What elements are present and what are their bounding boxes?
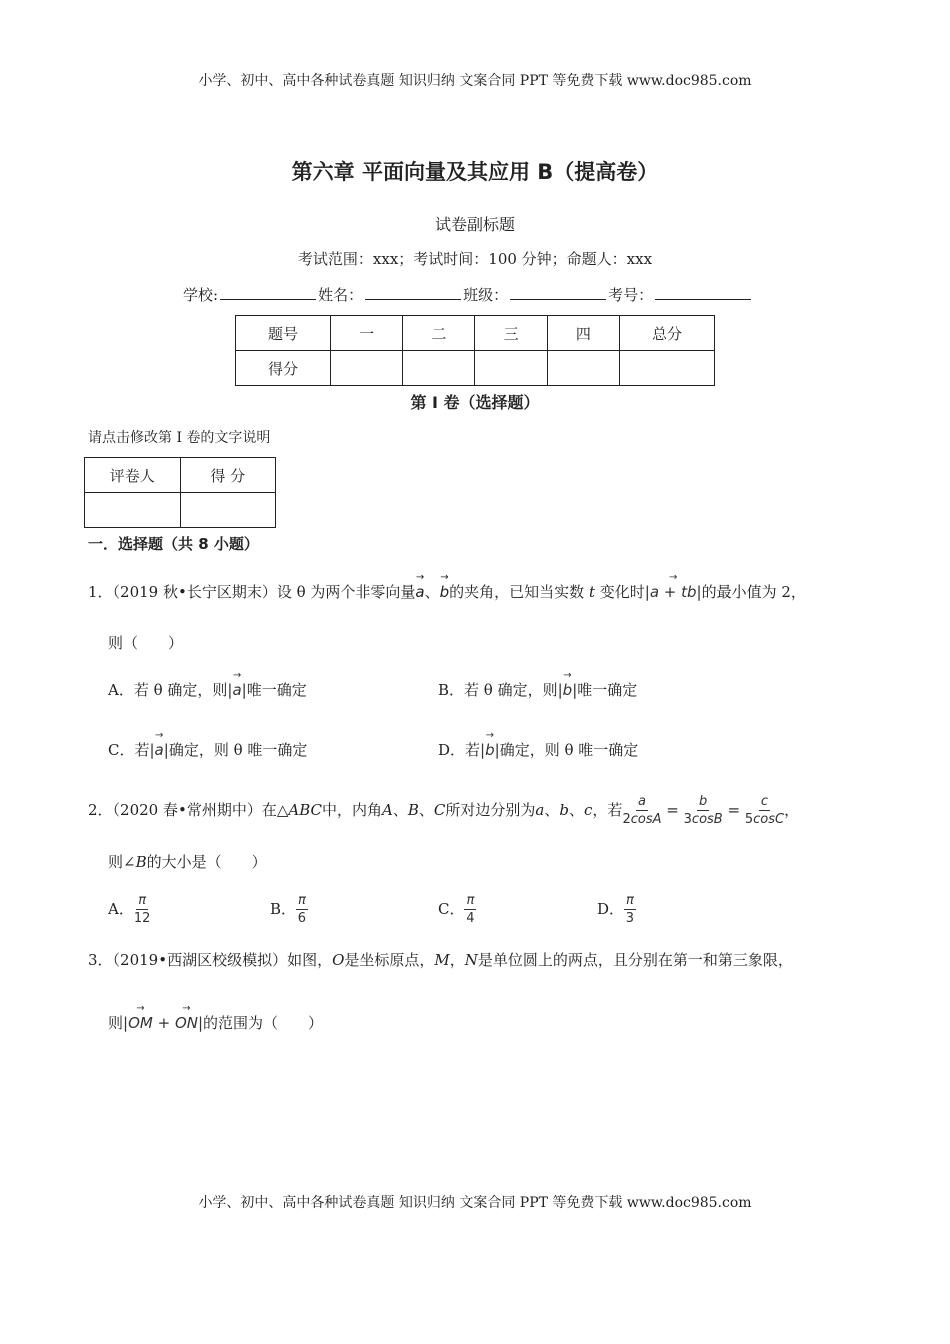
vector-b: → b (563, 681, 573, 699)
fraction-denominator: 12 (133, 911, 151, 926)
vector-on: → ON (175, 1014, 198, 1032)
angle-c: C (433, 801, 446, 819)
norm-b: |→ b| (558, 681, 578, 699)
q3-text: （2019•西湖区校级模拟）如图， (112, 951, 333, 969)
option-text: 唯一确定 (246, 681, 307, 699)
vector-b: → b (485, 741, 495, 759)
question-number: 3． (88, 951, 113, 969)
q2-option-a[interactable] (108, 889, 150, 929)
exam-info: 考试范围：xxx；考试时间：100 分钟；命题人：xxx (297, 250, 653, 268)
norm-b: |→ b| (480, 741, 500, 759)
score-header-cell: 一 (330, 316, 402, 351)
vector-a: → a (155, 741, 164, 759)
norm-om-on: |→ OM + → ON| (123, 1014, 203, 1032)
fraction-numerator: π (624, 894, 636, 910)
fraction-denominator (745, 811, 784, 827)
score-header-cell: 总分 (619, 316, 714, 351)
vector-expr: → a + tb (650, 583, 697, 601)
vector-b: → b (440, 583, 450, 601)
question-3-stem (88, 949, 793, 970)
den-term: cosC (753, 812, 785, 827)
fraction-c (745, 795, 784, 828)
side-b: b (559, 801, 569, 819)
q3-text: 则 (108, 1014, 124, 1032)
option-label: C． (438, 900, 465, 918)
q3-text: 是单位圆上的两点，且分别在第一和第三象限， (477, 951, 793, 969)
q1-text: 的最小值为 2， (701, 583, 806, 601)
den-coef: 5 (744, 812, 754, 827)
option-label: D． (597, 900, 625, 918)
q2-sep: 、 (418, 801, 434, 819)
equals-sign: = (727, 801, 741, 819)
option-text: 唯一确定 (577, 681, 638, 699)
q2-text: （2020 春•常州期中）在△ (112, 801, 289, 819)
fraction-numerator: a (636, 795, 648, 811)
den-term: cosB (691, 812, 723, 827)
option-fraction (464, 894, 476, 927)
student-fields (183, 284, 753, 305)
fraction-a (622, 795, 661, 828)
page-title: 第六章 平面向量及其应用 B（提高卷） (291, 160, 659, 184)
question-number: 2． (88, 801, 113, 819)
q2-stem-continued (108, 851, 267, 872)
fraction-denominator: 6 (297, 911, 307, 926)
angle-b: B (135, 853, 147, 871)
number-label: 考号： (608, 286, 654, 304)
question-1-stem (88, 581, 806, 602)
option-text: 确定，则 θ 唯一确定 (499, 741, 639, 759)
subtitle: 试卷副标题 (434, 215, 515, 234)
grader-cell[interactable] (85, 493, 181, 528)
q1-option-c[interactable] (108, 739, 307, 760)
point-o: O (332, 951, 345, 969)
score-row-label: 得分 (236, 351, 331, 386)
score-header-cell: 三 (475, 316, 547, 351)
grader-score-label: 得 分 (180, 458, 276, 493)
option-text: D．若 (438, 741, 481, 759)
q2-text: ，若 (592, 801, 623, 819)
score-header-cell: 二 (403, 316, 475, 351)
q3-comma: ， (449, 951, 465, 969)
name-label: 姓名： (318, 286, 364, 304)
vector-a: → a (415, 583, 424, 601)
norm-a: |→ a| (227, 681, 246, 699)
score-cell[interactable] (330, 351, 402, 386)
option-fraction (296, 894, 308, 927)
score-header-cell: 四 (547, 316, 619, 351)
triangle-abc: ABC (288, 801, 322, 819)
school-blank[interactable] (220, 285, 316, 300)
vector-om: → OM (128, 1014, 153, 1032)
q2-option-b[interactable] (270, 889, 308, 929)
q1-option-b[interactable] (438, 679, 637, 700)
option-fraction (624, 894, 636, 927)
q2-text: 中，内角 (322, 801, 383, 819)
question-number: 1． (88, 583, 113, 601)
den-coef: 2 (622, 812, 631, 827)
option-text: B．若 θ 确定，则 (438, 681, 558, 699)
q1-text: 变化时 (599, 583, 645, 601)
q2-option-c[interactable] (438, 889, 476, 929)
score-header-cell: 题号 (236, 316, 331, 351)
part1-note: 请点击修改第 I 卷的文字说明 (88, 430, 271, 446)
q2-option-d[interactable] (597, 889, 636, 929)
var-t: t (588, 583, 595, 601)
point-m: M (434, 951, 450, 969)
q1-sep: 、 (424, 583, 440, 601)
q2-text: 则∠ (108, 853, 136, 871)
point-n: N (464, 951, 478, 969)
q2-sep: 、 (544, 801, 560, 819)
option-text: A．若 θ 确定，则 (108, 681, 228, 699)
den-term: cosA (630, 812, 662, 827)
q2-text: 的大小是（ ） (146, 853, 267, 871)
option-fraction (134, 894, 151, 927)
option-text: 确定，则 θ 唯一确定 (168, 741, 308, 759)
q1-stem-continued: 则（ ） (108, 634, 184, 652)
vector-a: → a (232, 681, 241, 699)
fraction-numerator: π (296, 894, 308, 910)
fraction-numerator: π (464, 894, 476, 910)
fraction-denominator (622, 811, 661, 827)
score-table (235, 315, 715, 386)
side-a: a (535, 801, 545, 819)
angle-a: A (382, 801, 393, 819)
q3-text: 的范围为（ ） (203, 1014, 324, 1032)
score-cell[interactable] (547, 351, 619, 386)
option-text: C．若 (108, 741, 150, 759)
class-blank[interactable] (510, 285, 606, 300)
fraction-b (684, 795, 723, 828)
q2-comma: ， (784, 801, 800, 819)
q2-sep: 、 (392, 801, 408, 819)
fraction-denominator (684, 811, 723, 827)
fraction-numerator: c (759, 795, 770, 811)
den-coef: 3 (683, 812, 692, 827)
norm-expression: |→ a + tb| (645, 583, 702, 601)
q2-text: 所对边分别为 (445, 801, 536, 819)
side-c: c (584, 801, 593, 819)
section-title: 一．选择题（共 8 小题） (88, 535, 259, 553)
fraction-denominator: 4 (466, 911, 475, 926)
score-cell[interactable] (475, 351, 547, 386)
fraction-denominator: 3 (625, 911, 635, 926)
grader-score-cell[interactable] (180, 493, 276, 528)
angle-b: B (407, 801, 419, 819)
q1-option-a[interactable] (108, 679, 307, 700)
page-header: 小学、初中、高中各种试卷真题 知识归纳 文案合同 PPT 等免费下载 www.doc985.com (198, 73, 752, 89)
q3-stem-continued (108, 1012, 323, 1033)
q1-option-d[interactable] (438, 739, 638, 760)
question-2-stem (88, 792, 799, 828)
q2-sep: 、 (569, 801, 585, 819)
fraction-numerator: b (697, 795, 709, 811)
option-label: B． (270, 900, 297, 918)
q3-text: 是坐标原点， (344, 951, 435, 969)
name-blank[interactable] (365, 285, 461, 300)
score-cell[interactable] (619, 351, 714, 386)
school-label: 学校: (183, 286, 219, 304)
part1-title: 第 I 卷（选择题） (410, 393, 540, 412)
q1-text: （2019 秋•长宁区期末）设 θ 为两个非零向量 (112, 583, 416, 601)
page-footer: 小学、初中、高中各种试卷真题 知识归纳 文案合同 PPT 等免费下载 www.doc985.com (198, 1195, 752, 1211)
norm-a: |→ a| (149, 741, 168, 759)
equals-sign: = (666, 801, 679, 819)
grader-table (84, 457, 276, 528)
class-label: 班级： (463, 286, 509, 304)
number-blank[interactable] (655, 285, 751, 300)
fraction-numerator: π (136, 894, 148, 910)
plus-sign: + (152, 1014, 175, 1032)
option-label: A． (108, 900, 134, 918)
score-cell[interactable] (403, 351, 475, 386)
grader-label: 评卷人 (85, 458, 181, 493)
q1-text: 的夹角，已知当实数 (449, 583, 585, 601)
